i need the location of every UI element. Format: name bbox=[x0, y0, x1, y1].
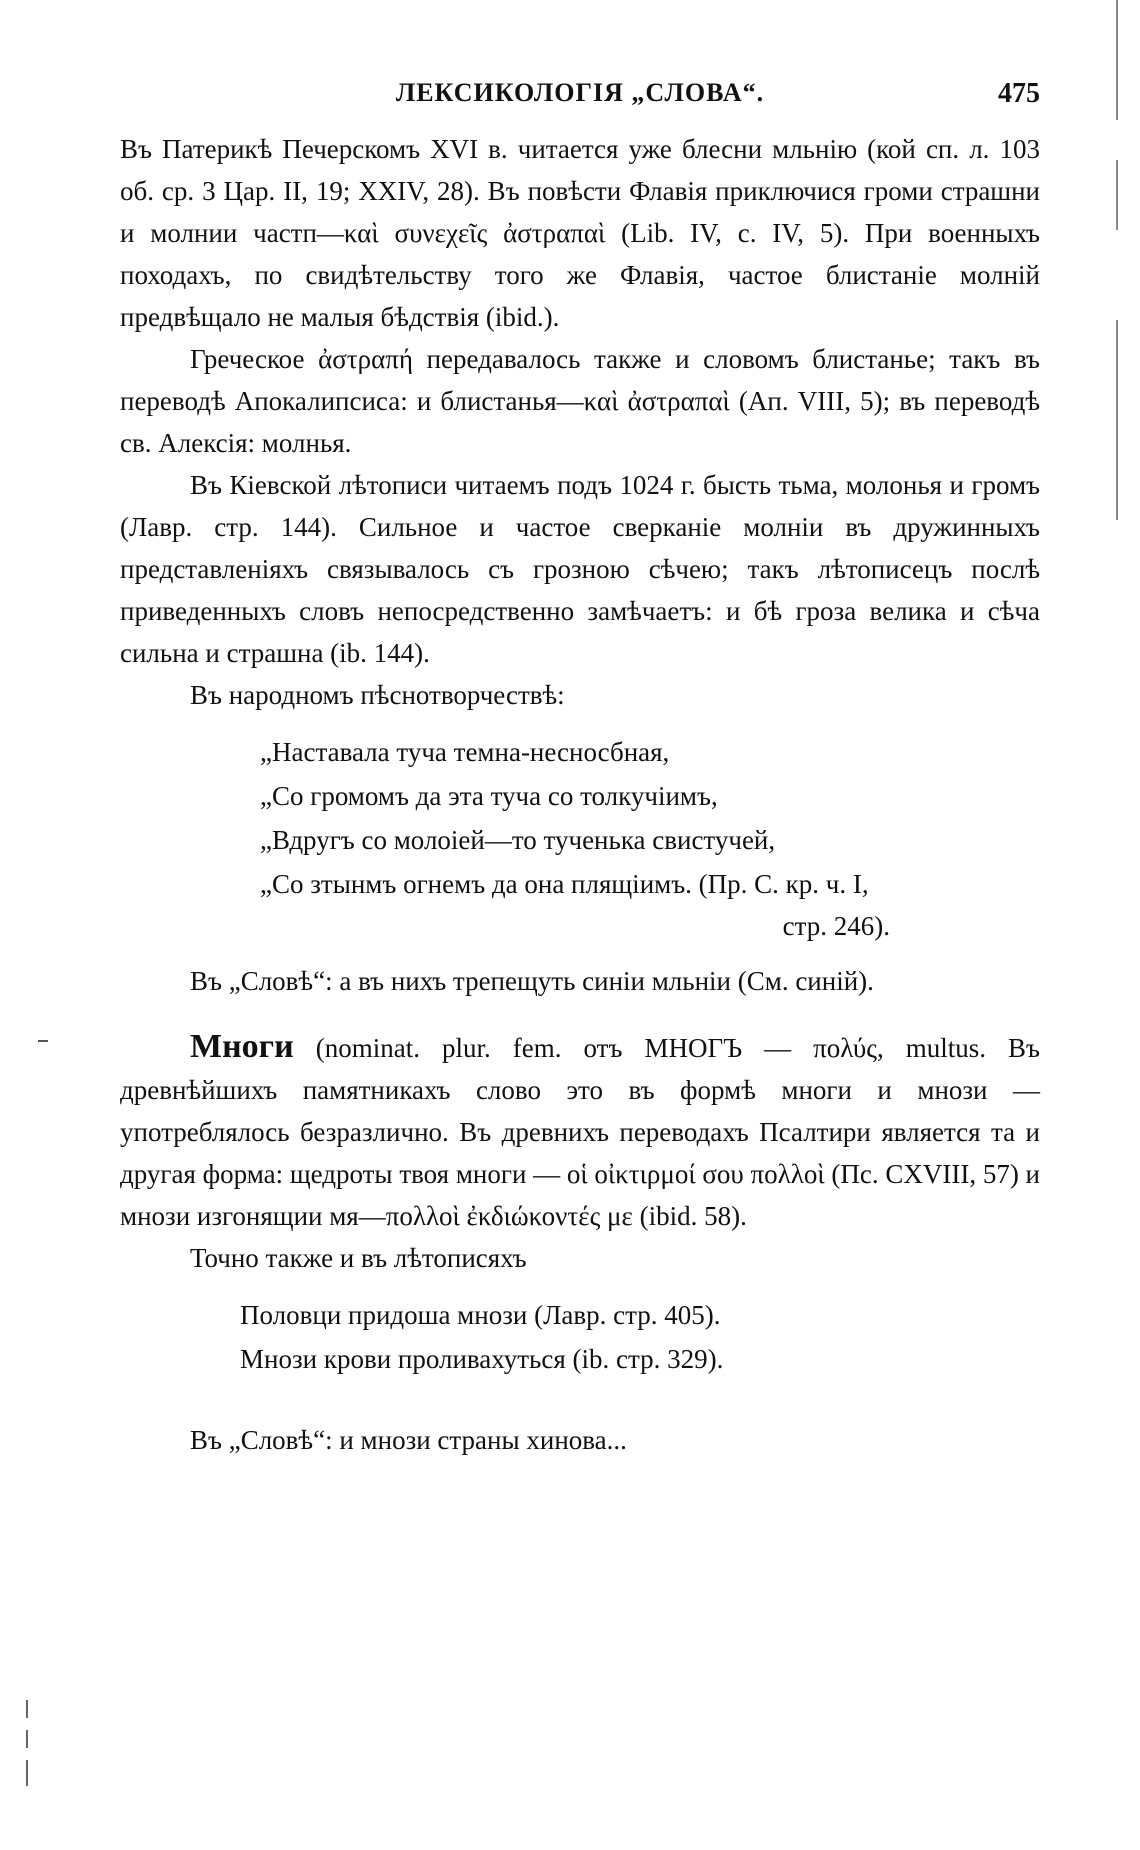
folk-verse bbox=[260, 730, 1040, 946]
margin-mark bbox=[26, 1730, 28, 1748]
verse-line: „Со зтынмъ огнемъ да она плящіимъ. (Пр. С. кр. ч. I, bbox=[260, 869, 869, 899]
margin-mark bbox=[26, 1700, 28, 1718]
page-header bbox=[120, 78, 1040, 118]
running-title: ЛЕКСИКОЛОГІЯ „СЛОВА“. bbox=[395, 78, 765, 107]
quote-line: Половци придоша мнози (Лавр. стр. 405). bbox=[240, 1300, 721, 1330]
chronicle-intro: Точно также и въ лѣтописяхъ bbox=[190, 1243, 527, 1273]
paragraph-folk: Въ народномъ пѣснотворчествѣ: bbox=[190, 680, 565, 710]
quote-line: Мнози крови проливахуться (ib. стр. 329). bbox=[240, 1344, 724, 1374]
slovo-line-1: Въ „Словѣ“: а въ нихъ трепещуть синіи мльніи (См. синій). bbox=[190, 966, 874, 996]
paragraph-mnogi bbox=[120, 1026, 1040, 1237]
paragraph-kiev-chronicle: Въ Кіевской лѣтописи читаемъ подъ 1024 г. бысть тьма, молонья и громъ (Лавр. стр. 144). Сильное и частое сверканіе молніи въ дружинныхъ представленіяхъ связывалось съ грозною сѣчею; такъ лѣтописецъ послѣ приведенныхъ словъ непосредственно замѣчаетъ: и бѣ гроза велика и сѣча сильна и страшна (ib. 144). bbox=[120, 470, 1040, 668]
verse-line: „Со громомъ да эта туча со толкучіимъ, bbox=[260, 781, 718, 811]
paragraph-greek: Греческое ἀστραπή передавалось также и словомъ блистанье; такъ въ переводѣ Апокалипсиса: и блистанья—καὶ ἀστραπαὶ (Ап. VIII, 5); въ переводѣ св. Алексія: молнья. bbox=[120, 344, 1040, 458]
scan-edge-line bbox=[1116, 160, 1118, 230]
paragraph-paterik: Въ Патерикѣ Печерскомъ XVI в. читается уже блесни мльнію (кой сп. л. 103 об. ср. 3 Цар. II, 19; XXIV, 28). Въ повѣсти Флавія приключися громи страшни и молнии частп—καὶ συνεχεῖς ἀστραπαὶ (Lib. IV, с. IV, 5). При военныхъ походахъ, по свидѣтельству того же Флавія, частое блистаніе молній предвѣщало не малыя бѣдствія (ibid.). bbox=[120, 134, 1040, 332]
verse-line: „Наставала туча темна-несносбная, bbox=[260, 737, 670, 767]
slovo-line-2: Въ „Словѣ“: и мнози страны хинова... bbox=[190, 1425, 627, 1455]
mnogi-text: (nominat. plur. fem. отъ МНОГЪ — πολύς, multus. Въ древнѣйшихъ памятникахъ слово это въ формѣ многи и мнози — употреблялось безразлично. Въ древнихъ переводахъ Псалтири является та и другая форма: щедроты твоя многи — οἱ οἰκτιρμοί σου πολλοὶ (Пс. CXVIII, 57) и мнози изгонящии мя—πολλοὶ ἐκδιώκοντές με (ibid. 58). bbox=[120, 1033, 1041, 1231]
margin-mark bbox=[26, 1760, 28, 1786]
body-text bbox=[120, 128, 1040, 1461]
margin-mark bbox=[38, 1040, 48, 1042]
verse-line: „Вдругъ со молоіей—то тученька свистучей, bbox=[260, 825, 776, 855]
scan-edge-line bbox=[1116, 320, 1118, 520]
verse-citation: стр. 246). bbox=[782, 911, 890, 941]
scan-edge-line bbox=[1116, 0, 1118, 120]
chronicle-quotes bbox=[240, 1293, 1040, 1381]
headword-mnogi: Многи bbox=[190, 1028, 294, 1065]
page-number: 475 bbox=[998, 78, 1040, 109]
